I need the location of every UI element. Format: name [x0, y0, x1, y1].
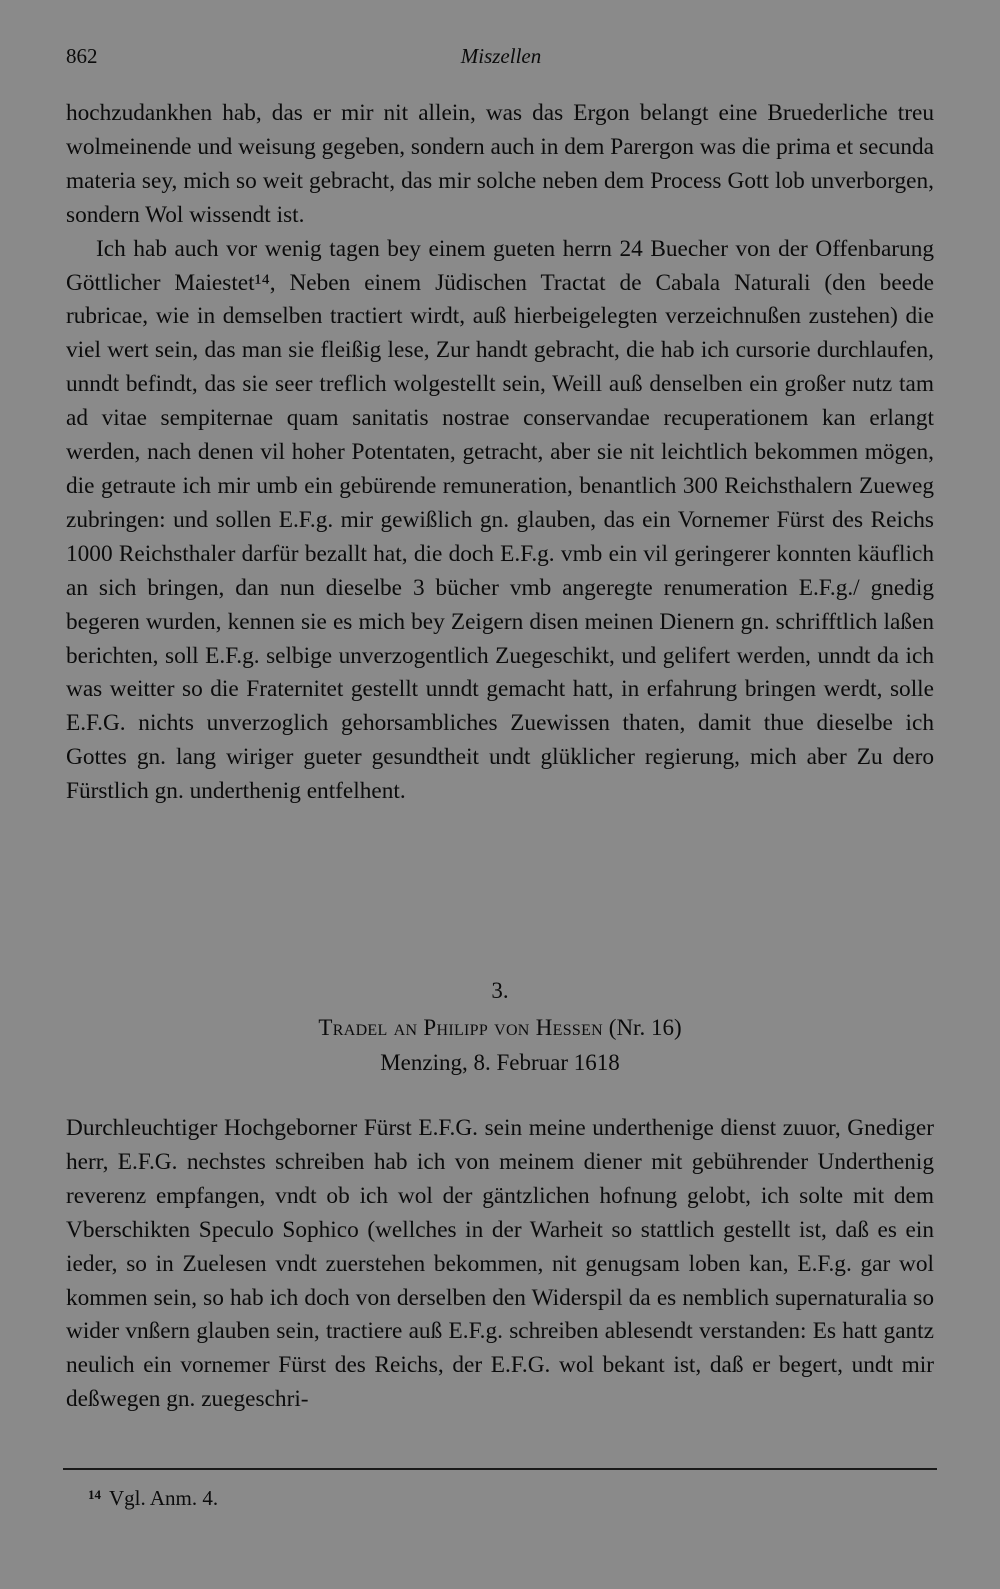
running-title: Miszellen: [460, 44, 542, 68]
letter-body: [66, 1112, 934, 1417]
footnote-marker: 14: [88, 1487, 101, 1502]
section-date: Menzing, 8. Februar 1618: [380, 1050, 620, 1075]
paragraph: Ich hab auch vor wenig tagen bey einem gueten herrn 24 Buecher von der Offenbarung Göttlicher Maiestet¹⁴, Neben einem Jüdischen Tractat de Cabala Naturali (den beede rubricae, wie in demselben tractiert wirdt, auß hierbeigelegten verzeichnußen zustehen) die viel wert sein, das man sie fleißig lese, Zur handt gebracht, die hab ich cursorie durchlaufen, unndt befindt, das sie seer treflich wolgestellt sein, Weill auß denselben ein großer nutz tam ad vitae sempiternae quam sanitatis nostrae conservandae recuperationem kan erlangt werden, nach denen vil hoher Potentaten, getracht, aber sie nit leichtlich bekommen mögen, die getraute ich mir umb ein gebürende remuneration, benantlich 300 Reichsthalern Zueweg zubringen: und sollen E.F.g. mir gewißlich gn. glauben, das ein Vornemer Fürst des Reichs 1000 Reichsthaler darfür bezallt hat, die doch E.F.g. vmb ein vil geringerer konnten käuflich an sich bringen, dan nun dieselbe 3 bücher vmb angeregte renumeration E.F.g./ gnedig begeren wurden, kennen sie es mich bey Zeigern disen meinen Dienern gn. schrifftlich laßen berichten, soll E.F.g. selbige unverzogentlich Zuegeschikt, und gelifert werden, unndt da ich was weitter so die Fraternitet gestellt unndt gemacht hatt, in erfahrung bringen werdt, solle E.F.G. nichts unverzoglich gehorsambliches Zuewissen thaten, damit thue dieselbe ich Gottes gn. lang wiriger gueter gesundtheit undt glüklicher regierung, mich aber Zu dero Fürstlich gn. underthenig entfelhent.: [66, 235, 934, 805]
footnote: [88, 1486, 218, 1511]
section-title-names: Tradel an Philipp von Hessen: [318, 1015, 604, 1040]
paragraph: hochzudankhen hab, das er mir nit allein, was das Ergon belangt eine Bruederliche treu wolmeinende und weisung gegeben, sondern auch in dem Parergon was die prima et secunda materia sey, mich so weit gebracht, das mir solche neben dem Process Gott lob unverborgen, sondern Wol wissendt ist.: [66, 100, 934, 228]
page-number: 862: [66, 44, 98, 68]
letter-continuation: [66, 97, 934, 809]
section-title-ref: (Nr. 16): [608, 1015, 682, 1040]
page-header: [66, 44, 936, 74]
footnote-text: Vgl. Anm. 4.: [109, 1486, 219, 1510]
paragraph: Durchleuchtiger Hochgeborner Fürst E.F.G. sein meine underthenige dienst zuuor, Gnediger herr, E.F.G. nechstes schreiben hab ich von meinem diener mit gebührender Underthenig reverenz empfangen, vndt ob ich wol der gäntzlichen hofnung gelobt, ich solte mit dem Vberschikten Speculo Sophico (wellches in der Warheit so stattlich gestellt ist, daß es ein ieder, so in Zuelesen vndt zuerstehen bekommen, nit genugsam loben kan, E.F.g. gar wol kommen sein, so hab ich doch von derselben den Widerspil da es nemblich supernaturalia so wider vnßern glauben sein, tractiere auß E.F.g. schreiben ablesendt verstanden: Es hatt gantz neulich ein vornemer Fürst des Reichs, der E.F.G. wol bekant ist, daß er begert, undt mir deßwegen gn. zuegeschri-: [66, 1115, 934, 1413]
section-number: 3.: [491, 978, 509, 1003]
section-title: [0, 1015, 1000, 1041]
footnote-divider: [63, 1468, 937, 1470]
